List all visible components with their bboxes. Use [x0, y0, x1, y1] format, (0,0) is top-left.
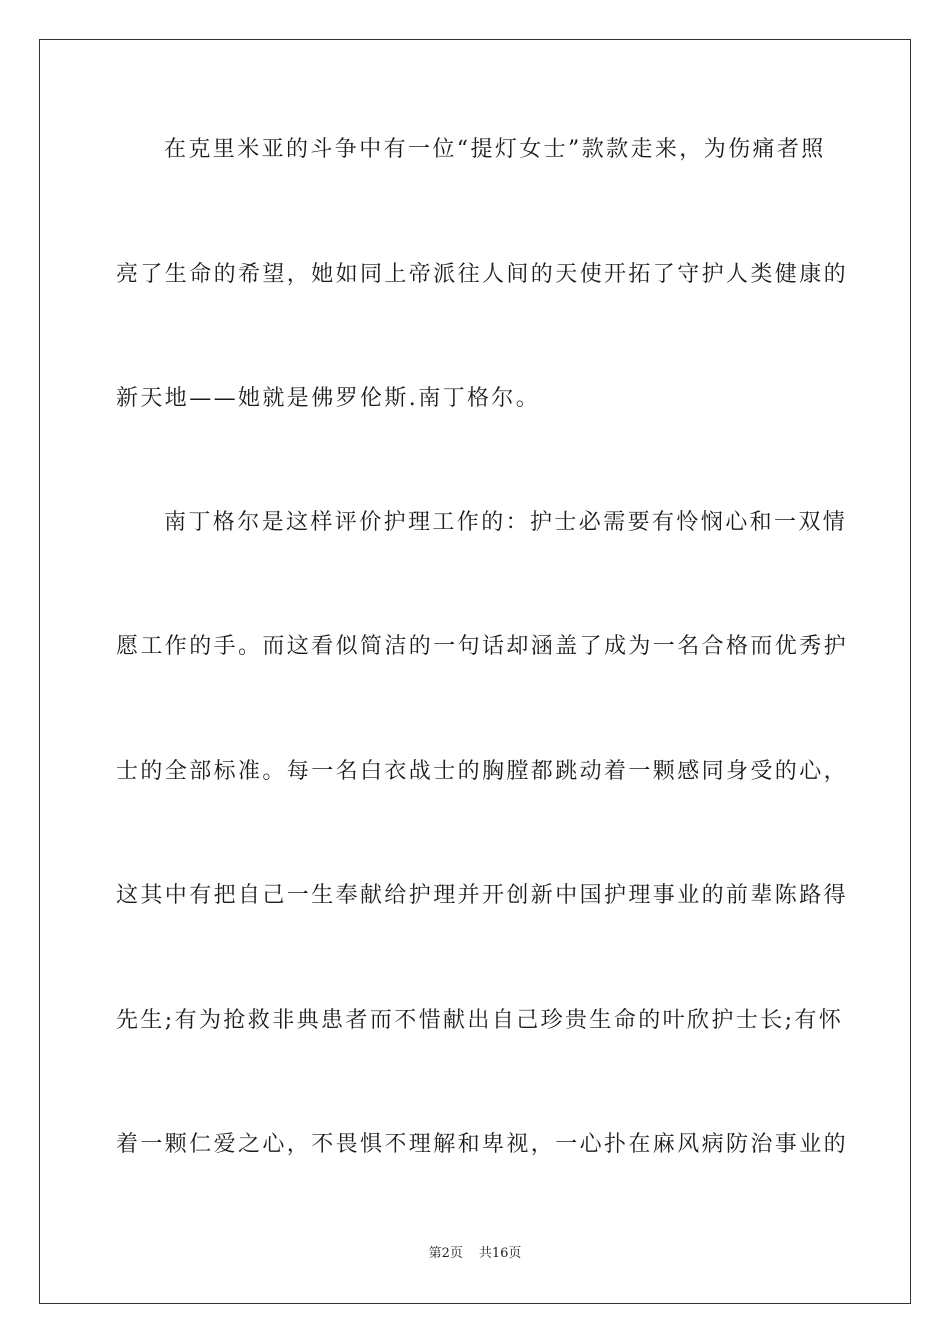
paragraph-2-line-2: 愿工作的手。而这看似简洁的一句话却涵盖了成为一名合格而优秀护 [116, 634, 849, 659]
paragraph-2-line-4: 这其中有把自己一生奉献给护理并开创新中国护理事业的前辈陈路得 [116, 883, 849, 908]
paragraph-1-line-3: 新天地——她就是佛罗伦斯.南丁格尔。 [116, 386, 541, 411]
paragraph-1-line-2: 亮了生命的希望，她如同上帝派往人间的天使开拓了守护人类健康的 [116, 262, 849, 287]
page-number: 第2页 [428, 1246, 463, 1261]
paragraph-1-line-1: 在克里米亚的斗争中有一位“提灯女士”款款走来，为伤痛者照 [164, 137, 826, 162]
page-border [39, 39, 911, 1304]
paragraph-2-line-3: 士的全部标准。每一名白衣战士的胸膛都跳动着一颗感同身受的心， [116, 759, 849, 784]
paragraph-2-line-6: 着一颗仁爱之心，不畏惧不理解和卑视，一心扑在麻风病防治事业的 [116, 1132, 849, 1157]
total-pages: 共16页 [478, 1246, 522, 1261]
paragraph-2-line-1: 南丁格尔是这样评价护理工作的：护士必需要有怜悯心和一双情 [164, 510, 848, 535]
paragraph-2-line-5: 先生;有为抢救非典患者而不惜献出自己珍贵生命的叶欣护士长;有怀 [116, 1008, 844, 1033]
page-footer [0, 1245, 950, 1263]
